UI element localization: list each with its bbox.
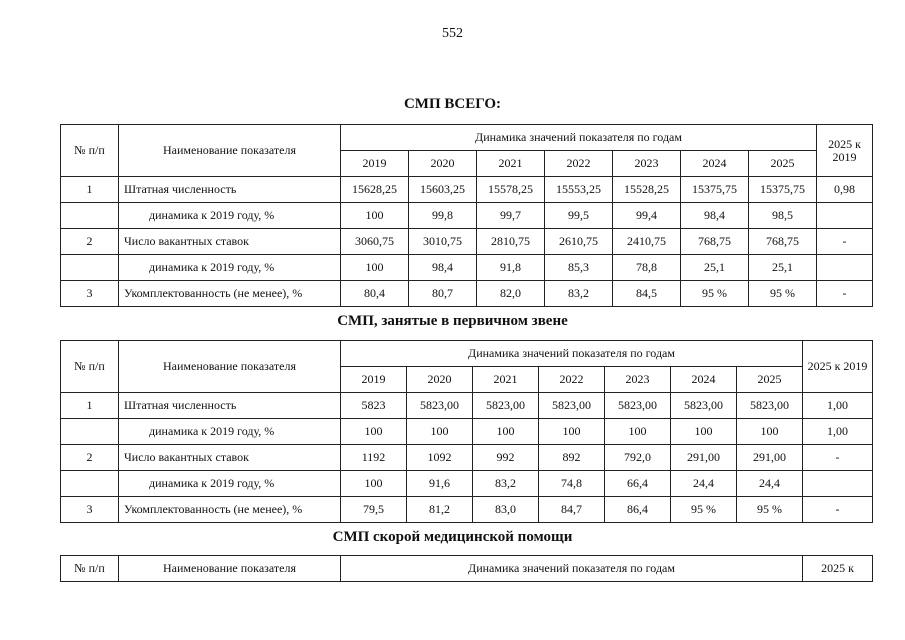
year-value: 100 bbox=[341, 203, 409, 229]
year-value: 792,0 bbox=[605, 445, 671, 471]
header-year: 2021 bbox=[477, 151, 545, 177]
indicator-name: Штатная численность bbox=[119, 177, 341, 203]
table-smp-ambulance bbox=[60, 555, 873, 582]
year-value: 291,00 bbox=[737, 445, 803, 471]
year-value: 5823,00 bbox=[407, 393, 473, 419]
table-row bbox=[61, 393, 873, 419]
indicator-name: Число вакантных ставок bbox=[119, 445, 341, 471]
year-value: 99,5 bbox=[545, 203, 613, 229]
header-year: 2025 bbox=[749, 151, 817, 177]
year-value: 5823 bbox=[341, 393, 407, 419]
header-year: 2024 bbox=[681, 151, 749, 177]
year-value: 80,4 bbox=[341, 281, 409, 307]
header-dynamics: Динамика значений показателя по годам bbox=[341, 341, 803, 367]
year-value: 2410,75 bbox=[613, 229, 681, 255]
year-value: 95 % bbox=[737, 497, 803, 523]
year-value: 2810,75 bbox=[477, 229, 545, 255]
year-value: 15578,25 bbox=[477, 177, 545, 203]
year-value: 100 bbox=[473, 419, 539, 445]
section-title-smp-total: СМП ВСЕГО: bbox=[403, 96, 502, 112]
row-number: 3 bbox=[61, 281, 119, 307]
header-name: Наименование показателя bbox=[119, 341, 341, 393]
year-value: 95 % bbox=[681, 281, 749, 307]
ratio-value bbox=[817, 203, 873, 229]
year-value: 291,00 bbox=[671, 445, 737, 471]
year-value: 100 bbox=[737, 419, 803, 445]
year-value: 1092 bbox=[407, 445, 473, 471]
table-row bbox=[61, 255, 873, 281]
year-value: 100 bbox=[539, 419, 605, 445]
year-value: 83,2 bbox=[473, 471, 539, 497]
year-value: 99,7 bbox=[477, 203, 545, 229]
year-value: 86,4 bbox=[605, 497, 671, 523]
header-dynamics: Динамика значений показателя по годам bbox=[341, 556, 803, 582]
year-value: 992 bbox=[473, 445, 539, 471]
header-year: 2019 bbox=[341, 151, 409, 177]
table-row bbox=[61, 177, 873, 203]
year-value: 100 bbox=[341, 255, 409, 281]
header-year: 2019 bbox=[341, 367, 407, 393]
page-number: 552 bbox=[442, 26, 463, 41]
year-value: 15375,75 bbox=[681, 177, 749, 203]
header-ratio: 2025 к 2019 bbox=[817, 125, 873, 177]
year-value: 80,7 bbox=[409, 281, 477, 307]
row-number bbox=[61, 255, 119, 281]
year-value: 25,1 bbox=[749, 255, 817, 281]
year-value: 83,2 bbox=[545, 281, 613, 307]
row-number bbox=[61, 203, 119, 229]
table-smp-total bbox=[60, 124, 873, 307]
ratio-value: 0,98 bbox=[817, 177, 873, 203]
indicator-name: динамика к 2019 году, % bbox=[119, 419, 341, 445]
header-dynamics: Динамика значений показателя по годам bbox=[341, 125, 817, 151]
header-ratio: 2025 к 2019 bbox=[803, 341, 873, 393]
year-value: 100 bbox=[341, 471, 407, 497]
year-value: 5823,00 bbox=[737, 393, 803, 419]
year-value: 95 % bbox=[671, 497, 737, 523]
year-value: 99,8 bbox=[409, 203, 477, 229]
year-value: 15528,25 bbox=[613, 177, 681, 203]
row-number: 1 bbox=[61, 393, 119, 419]
ratio-value: - bbox=[803, 445, 873, 471]
year-value: 82,0 bbox=[477, 281, 545, 307]
indicator-name: Штатная численность bbox=[119, 393, 341, 419]
row-number: 1 bbox=[61, 177, 119, 203]
year-value: 91,6 bbox=[407, 471, 473, 497]
year-value: 3060,75 bbox=[341, 229, 409, 255]
year-value: 15628,25 bbox=[341, 177, 409, 203]
year-value: 98,4 bbox=[409, 255, 477, 281]
year-value: 66,4 bbox=[605, 471, 671, 497]
year-value: 100 bbox=[605, 419, 671, 445]
header-num: № п/п bbox=[61, 556, 119, 582]
year-value: 100 bbox=[407, 419, 473, 445]
table-row bbox=[61, 445, 873, 471]
ratio-value: - bbox=[817, 281, 873, 307]
header-num: № п/п bbox=[61, 341, 119, 393]
year-value: 83,0 bbox=[473, 497, 539, 523]
ratio-value bbox=[803, 471, 873, 497]
year-value: 25,1 bbox=[681, 255, 749, 281]
ratio-value: 1,00 bbox=[803, 419, 873, 445]
year-value: 100 bbox=[341, 419, 407, 445]
section-title-smp-ambulance: СМП скорой медицинской помощи bbox=[332, 529, 573, 545]
header-year: 2020 bbox=[409, 151, 477, 177]
row-number: 3 bbox=[61, 497, 119, 523]
year-value: 98,4 bbox=[681, 203, 749, 229]
header-year: 2025 bbox=[737, 367, 803, 393]
indicator-name: Укомплектованность (не менее), % bbox=[119, 281, 341, 307]
indicator-name: Укомплектованность (не менее), % bbox=[119, 497, 341, 523]
row-number bbox=[61, 419, 119, 445]
header-name: Наименование показателя bbox=[119, 556, 341, 582]
year-value: 892 bbox=[539, 445, 605, 471]
table-row bbox=[61, 419, 873, 445]
table-row bbox=[61, 229, 873, 255]
ratio-value: - bbox=[817, 229, 873, 255]
year-value: 2610,75 bbox=[545, 229, 613, 255]
table-row bbox=[61, 497, 873, 523]
header-num: № п/п bbox=[61, 125, 119, 177]
year-value: 78,8 bbox=[613, 255, 681, 281]
year-value: 5823,00 bbox=[473, 393, 539, 419]
indicator-name: динамика к 2019 году, % bbox=[119, 471, 341, 497]
table-row bbox=[61, 203, 873, 229]
row-number: 2 bbox=[61, 445, 119, 471]
year-value: 81,2 bbox=[407, 497, 473, 523]
table-smp-primary bbox=[60, 340, 873, 523]
year-value: 15375,75 bbox=[749, 177, 817, 203]
year-value: 15603,25 bbox=[409, 177, 477, 203]
year-value: 99,4 bbox=[613, 203, 681, 229]
year-value: 84,5 bbox=[613, 281, 681, 307]
year-value: 768,75 bbox=[749, 229, 817, 255]
row-number: 2 bbox=[61, 229, 119, 255]
year-value: 98,5 bbox=[749, 203, 817, 229]
year-value: 5823,00 bbox=[671, 393, 737, 419]
row-number bbox=[61, 471, 119, 497]
year-value: 84,7 bbox=[539, 497, 605, 523]
year-value: 768,75 bbox=[681, 229, 749, 255]
header-name: Наименование показателя bbox=[119, 125, 341, 177]
table-row bbox=[61, 281, 873, 307]
indicator-name: динамика к 2019 году, % bbox=[119, 255, 341, 281]
header-year: 2024 bbox=[671, 367, 737, 393]
section-title-smp-primary: СМП, занятые в первичном звене bbox=[337, 313, 568, 329]
year-value: 15553,25 bbox=[545, 177, 613, 203]
year-value: 95 % bbox=[749, 281, 817, 307]
year-value: 24,4 bbox=[737, 471, 803, 497]
header-year: 2022 bbox=[539, 367, 605, 393]
year-value: 79,5 bbox=[341, 497, 407, 523]
ratio-value: - bbox=[803, 497, 873, 523]
year-value: 91,8 bbox=[477, 255, 545, 281]
year-value: 24,4 bbox=[671, 471, 737, 497]
table-row bbox=[61, 471, 873, 497]
year-value: 5823,00 bbox=[539, 393, 605, 419]
header-year: 2023 bbox=[605, 367, 671, 393]
year-value: 85,3 bbox=[545, 255, 613, 281]
header-year: 2021 bbox=[473, 367, 539, 393]
year-value: 1192 bbox=[341, 445, 407, 471]
year-value: 3010,75 bbox=[409, 229, 477, 255]
indicator-name: Число вакантных ставок bbox=[119, 229, 341, 255]
year-value: 74,8 bbox=[539, 471, 605, 497]
header-year: 2023 bbox=[613, 151, 681, 177]
ratio-value bbox=[817, 255, 873, 281]
header-year: 2022 bbox=[545, 151, 613, 177]
year-value: 5823,00 bbox=[605, 393, 671, 419]
year-value: 100 bbox=[671, 419, 737, 445]
header-year: 2020 bbox=[407, 367, 473, 393]
header-ratio: 2025 к bbox=[803, 556, 873, 582]
ratio-value: 1,00 bbox=[803, 393, 873, 419]
indicator-name: динамика к 2019 году, % bbox=[119, 203, 341, 229]
